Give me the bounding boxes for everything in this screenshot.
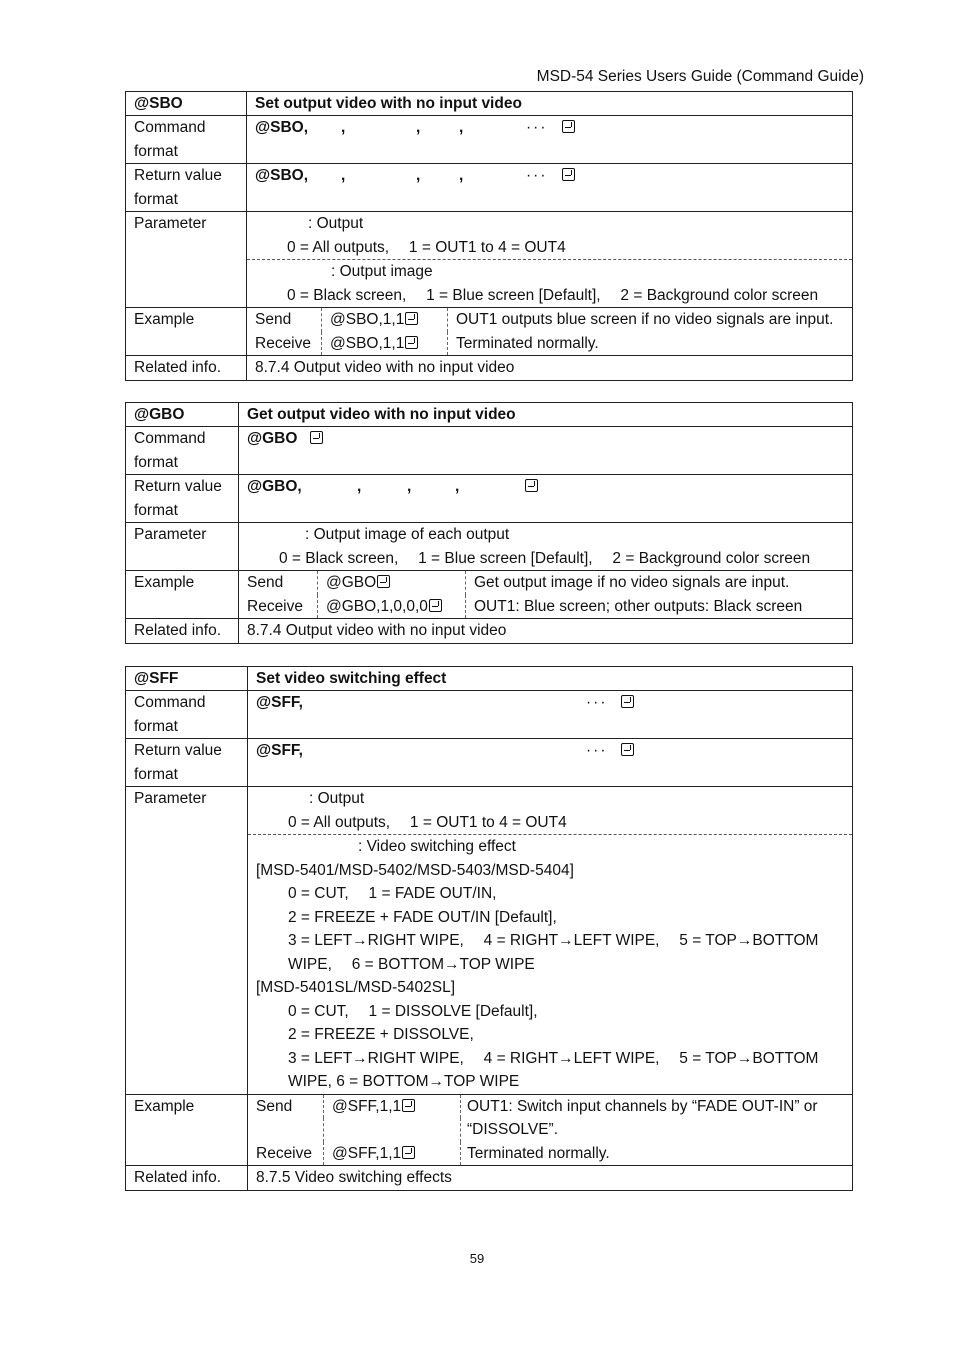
sbo-param2-name: : Output image	[331, 263, 433, 280]
gbo-param1-values: 0 = Black screen, 1 = Blue screen [Default], 2 = Background color screen	[279, 549, 811, 567]
gbo-command-format-text: @GBO	[247, 430, 298, 447]
sbo-command-format-text: @SBO,	[255, 119, 309, 136]
gbo-return-value	[239, 475, 853, 523]
comma: ,	[357, 478, 362, 495]
sff-group1-line: 0 = CUT, 1 = FADE OUT/IN,	[288, 885, 497, 902]
sbo-command-name: @SBO	[126, 92, 247, 116]
gbo-parameters	[239, 523, 853, 571]
return-key-icon	[525, 479, 538, 492]
send-label: Send	[256, 1097, 293, 1115]
send-label: Send	[255, 311, 292, 328]
sff-related-info: 8.7.5 Video switching effects	[248, 1166, 853, 1191]
comma: ,	[459, 167, 464, 184]
receive-command: @SBO,1,1	[330, 334, 405, 352]
sff-group2-line: WIPE, 6 = BOTTOM→TOP WIPE	[288, 1073, 520, 1090]
page-header: MSD-54 Series Users Guide (Command Guide)	[536, 68, 864, 85]
receive-description: OUT1: Blue screen; other outputs: Black screen	[465, 595, 844, 619]
gbo-example-label: Example	[126, 571, 239, 619]
send-command: @GBO	[326, 574, 377, 591]
sff-return-value-text: @SFF,	[256, 742, 303, 759]
sff-group2-line: 3 = LEFT→RIGHT WIPE, 4 = RIGHT→LEFT WIPE, 5 = TOP→BOTTOM	[288, 1049, 819, 1067]
sff-example-label: Example	[126, 1094, 248, 1166]
gbo-return-value-text: @GBO,	[247, 478, 302, 495]
sbo-example	[247, 308, 853, 356]
return-key-icon	[405, 312, 418, 325]
ellipsis: ···	[586, 742, 608, 759]
comma: ,	[455, 478, 460, 495]
sff-return-value-label: Return value format	[126, 739, 248, 787]
sff-param1-name: : Output	[309, 790, 365, 807]
comma: ,	[341, 119, 346, 136]
sff-group2-line: 2 = FREEZE + DISSOLVE,	[288, 1026, 474, 1043]
gbo-related-label: Related info.	[126, 619, 239, 644]
send-description: OUT1: Switch input channels by “FADE OUT-IN” or	[460, 1095, 844, 1119]
ellipsis: ···	[526, 167, 548, 184]
sbo-command-format	[247, 116, 853, 164]
sff-return-value	[248, 739, 853, 787]
sbo-command-table	[125, 91, 853, 381]
send-label: Send	[247, 574, 284, 591]
gbo-command-table	[125, 402, 853, 644]
sbo-param1-name: : Output	[308, 215, 364, 232]
page-number: 59	[469, 1251, 485, 1266]
gbo-command-format	[239, 427, 853, 475]
comma: ,	[416, 119, 421, 136]
sff-command-name: @SFF	[126, 667, 248, 691]
gbo-command-format-label: Command format	[126, 427, 239, 475]
send-description: Get output image if no video signals are input.	[465, 571, 844, 595]
comma: ,	[407, 478, 412, 495]
sbo-related-label: Related info.	[126, 356, 247, 381]
receive-label: Receive	[247, 597, 303, 615]
receive-command: @GBO,1,0,0,0	[326, 597, 428, 615]
return-key-icon	[429, 599, 442, 612]
send-description: OUT1 outputs blue screen if no video signals are input.	[447, 308, 844, 332]
sff-group1-line: WIPE, 6 = BOTTOM→TOP WIPE	[288, 955, 535, 973]
sff-param2-name: : Video switching effect	[358, 838, 516, 855]
return-key-icon	[405, 336, 418, 349]
gbo-related-info: 8.7.4 Output video with no input video	[239, 619, 853, 644]
sbo-title: Set output video with no input video	[247, 92, 853, 116]
sbo-return-value	[247, 164, 853, 212]
return-key-icon	[377, 575, 390, 588]
sff-command-format-label: Command format	[126, 691, 248, 739]
sbo-example-label: Example	[126, 308, 247, 356]
gbo-example	[239, 571, 853, 619]
receive-description: Terminated normally.	[460, 1142, 844, 1166]
gbo-param1-name: : Output image of each output	[305, 526, 510, 543]
sff-command-table	[125, 666, 853, 1191]
receive-label: Receive	[256, 1144, 312, 1162]
sff-title: Set video switching effect	[248, 667, 853, 691]
sbo-return-value-text: @SBO,	[255, 167, 309, 184]
sbo-parameters	[247, 212, 853, 308]
sbo-param1-values: 0 = All outputs, 1 = OUT1 to 4 = OUT4	[287, 238, 566, 256]
return-key-icon	[621, 743, 634, 756]
receive-label: Receive	[255, 334, 311, 352]
comma: ,	[459, 119, 464, 136]
sbo-param2-values: 0 = Black screen, 1 = Blue screen [Default], 2 = Background color screen	[287, 286, 819, 304]
sbo-command-format-label: Command format	[126, 116, 247, 164]
sff-related-label: Related info.	[126, 1166, 248, 1191]
return-key-icon	[402, 1146, 415, 1159]
sbo-related-info: 8.7.4 Output video with no input video	[247, 356, 853, 381]
sff-group1-line: 3 = LEFT→RIGHT WIPE, 4 = RIGHT→LEFT WIPE, 5 = TOP→BOTTOM	[288, 932, 819, 949]
sbo-return-value-label: Return value format	[126, 164, 247, 212]
gbo-command-name: @GBO	[126, 403, 239, 427]
send-command: @SBO,1,1	[330, 311, 405, 328]
sff-parameter-label: Parameter	[126, 787, 248, 1095]
sff-group2-models: [MSD-5401SL/MSD-5402SL]	[256, 979, 456, 996]
sff-command-format	[248, 691, 853, 739]
send-description-cont: “DISSOLVE”.	[460, 1118, 844, 1142]
gbo-title: Get output video with no input video	[239, 403, 853, 427]
sff-group2-line: 0 = CUT, 1 = DISSOLVE [Default],	[288, 1002, 538, 1020]
sff-group1-models: [MSD-5401/MSD-5402/MSD-5403/MSD-5404]	[256, 861, 574, 879]
sff-parameters	[248, 787, 853, 1095]
sff-command-format-text: @SFF,	[256, 694, 303, 711]
gbo-parameter-label: Parameter	[126, 523, 239, 571]
receive-command: @SFF,1,1	[332, 1144, 402, 1162]
comma: ,	[416, 167, 421, 184]
return-key-icon	[562, 168, 575, 181]
comma: ,	[341, 167, 346, 184]
ellipsis: ···	[586, 694, 608, 711]
return-key-icon	[402, 1099, 415, 1112]
send-command: @SFF,1,1	[332, 1097, 402, 1115]
sff-group1-line: 2 = FREEZE + FADE OUT/IN [Default],	[288, 908, 557, 926]
receive-description: Terminated normally.	[447, 332, 844, 356]
return-key-icon	[621, 695, 634, 708]
sff-example	[248, 1094, 853, 1166]
sff-param1-values: 0 = All outputs, 1 = OUT1 to 4 = OUT4	[288, 813, 567, 831]
return-key-icon	[562, 120, 575, 133]
ellipsis: ···	[526, 119, 548, 136]
gbo-return-value-label: Return value format	[126, 475, 239, 523]
return-key-icon	[310, 431, 323, 444]
sbo-parameter-label: Parameter	[126, 212, 247, 308]
